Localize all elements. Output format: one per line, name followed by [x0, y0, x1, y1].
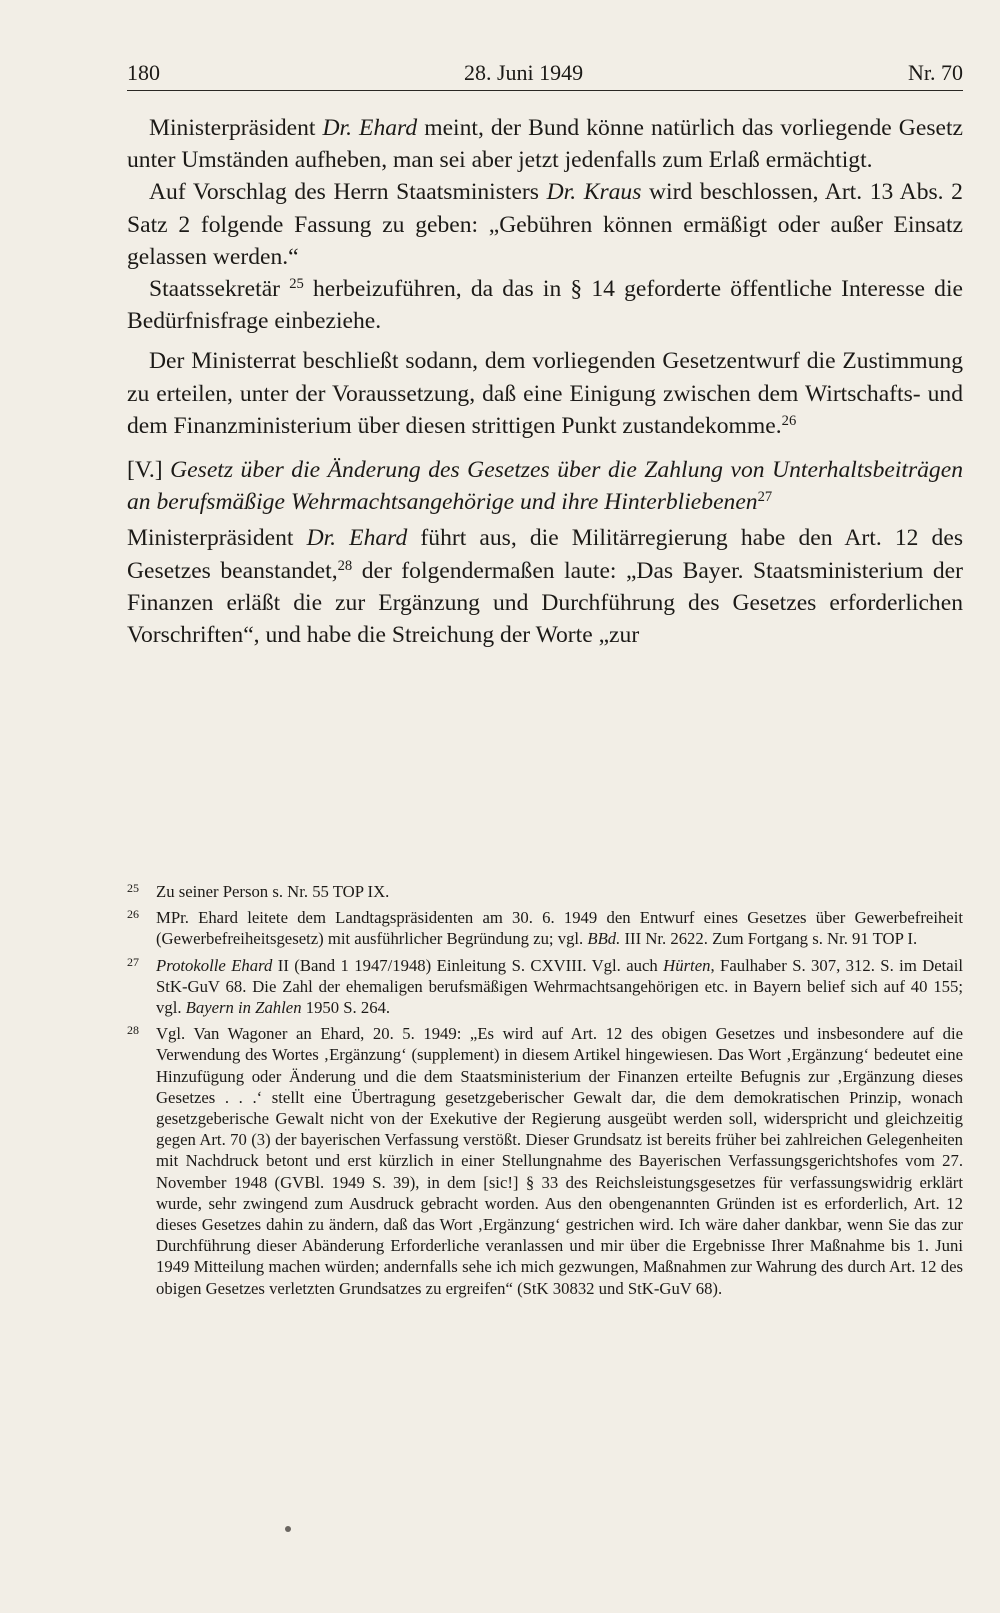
footnote-italic: Bayern in Zahlen	[185, 998, 302, 1018]
footnote-italic: Protokolle Ehard	[156, 955, 273, 975]
footnote-25	[127, 881, 963, 902]
footnote-ref: 26	[781, 412, 797, 429]
text-run: führt aus, die Militärregierung habe den Art. 12 des Gesetzes beanstandet,	[127, 525, 963, 584]
footnote-27	[127, 955, 963, 1019]
footnote-text: , Faulhaber S. 307, 312. S. im Detail StK-GuV 68. Die Zahl der ehemaligen berufsmäßigen Wehrmachtsangehörigen etc. in Bayern belief sich auf 40 155; vgl.	[156, 955, 963, 1018]
text-run: herbeizuführen, da das in § 14 geforderte öffentliche Interesse die Bedürfnisfrage einbeziehe.	[127, 276, 963, 335]
footnote-text: III Nr. 2622. Zum Fortgang s. Nr. 91 TOP I.	[620, 929, 918, 949]
paragraph-ehard-1	[127, 112, 963, 176]
footnote-italic: BBd.	[587, 929, 621, 949]
footnotes	[127, 881, 963, 1304]
paragraph-ministerrat	[127, 345, 963, 442]
text-run: Der Ministerrat beschließt sodann, dem vorliegenden Gesetzentwurf die Zustimmung zu erteilen, unter der Voraussetzung, daß eine Einigung zwischen dem Wirtschafts- und dem Finanzministerium über diesen strittigen Punkt zustandekomme.	[127, 348, 963, 439]
footnote-text: 1950 S. 264.	[301, 998, 391, 1018]
person-name: Dr. Ehard	[306, 525, 408, 552]
footnote-number: 25	[127, 881, 139, 895]
person-name: Dr. Ehard	[322, 115, 418, 141]
person-name: Dr. Kraus	[546, 179, 642, 206]
text-run: der folgendermaßen laute: „Das Bayer. Staatsministerium der Finanzen erläßt die zur Ergänzung und Durchführung des Gesetzes erforderlichen Vorschriften“, und habe die Streichung der Worte „zur	[127, 557, 963, 649]
footnote-number: 27	[127, 954, 139, 969]
footnote-ref: 28	[337, 557, 353, 574]
text-run: Ministerpräsident	[127, 525, 307, 552]
text-run: wird beschlossen, Art. 13 Abs. 2 Satz 2 folgende Fassung zu geben: „Gebühren können ermäßigt oder außer Einsatz gelassen werden.“	[127, 179, 963, 270]
footnote-number: 28	[127, 1023, 139, 1038]
text-run: meint, der Bund könne natürlich das vorliegende Gesetz unter Umständen aufheben, man sei aber jetzt jedenfalls zum Erlaß ermächtigt.	[127, 115, 963, 174]
ink-speck	[285, 1526, 291, 1532]
running-header	[127, 56, 963, 91]
section-heading	[127, 454, 963, 518]
footnote-26	[127, 907, 963, 949]
footnote-italic: Hürten	[663, 955, 711, 975]
footnote-28	[127, 1023, 963, 1299]
text-run: Ministerpräsident	[149, 115, 323, 141]
section-title: Gesetz über die Änderung des Gesetzes über die Zahlung von Unterhaltsbeiträgen an berufsmäßige Wehrmachtsangehörige und ihre Hinterbliebenen	[127, 457, 963, 516]
text-run: Auf Vorschlag des Herrn Staatsministers	[149, 179, 547, 206]
header-date: 28. Juni 1949	[464, 60, 584, 85]
text-run: Staatssekretär	[149, 276, 290, 303]
footnote-ref: 27	[757, 489, 773, 506]
section-number: [V.]	[127, 457, 171, 484]
footnote-text: II (Band 1 1947/1948) Einleitung S. CXVIII. Vgl. auch	[272, 955, 664, 975]
paragraph-mueller	[127, 273, 963, 337]
document-number: Nr. 70	[908, 60, 963, 85]
footnote-text: MPr. Ehard leitete dem Landtagspräsidenten am 30. 6. 1949 den Entwurf eines Gesetzes über Gewerbefreiheit (Gewerbefreiheitsgesetz) mit ausführlicher Begründung zu; vgl.	[156, 908, 963, 949]
footnote-number: 26	[127, 907, 139, 922]
footnote-text: Vgl. Van Wagoner an Ehard, 20. 5. 1949: „Es wird auf Art. 12 des obigen Gesetzes und insbesondere auf die Verwendung des Wortes ‚Ergänzung‘ (supplement) in diesem Artikel hingewiesen. Das Wort ‚Ergänzung‘ bedeutet eine Hinzufügung oder Änderung und die dem Staatsministerium der Finanzen erteilte Befugnis zur ‚Ergänzung dieses Gesetzes . . .‘ stellt eine Übertragung gesetzgeberischer Gewalt dar, die dem demokratischen Prinzip, wonach gesetzgeberische Gewalt nicht von der Exekutive der Regierung ausgeübt werden soll, widerspricht und gleichzeitig gegen Art. 70 (3) der bayerischen Verfassung verstößt. Dieser Grundsatz ist bereits früher bei zahlreichen Gelegenheiten mit Nachdruck betont und erst kürzlich in einer Stellungnahme des Bayerischen Verfassungsgerichtshofes vom 27. November 1948 (GVBl. 1949 S. 39), in dem [sic!] § 33 des Reichsleistungsgesetzes für verfassungswidrig erklärt wurde, sehr zwingend zum Ausdruck gebracht worden. Aus den obengenannten Gründen ist es erforderlich, Art. 12 dieses Gesetzes dahin zu ändern, daß das Wort ‚Ergänzung‘ gestrichen wird. Ich wäre daher dankbar, wenn Sie das zur Durchführung dieser Abänderung Erforderliche veranlassen und mir über die Ergebnisse Ihrer Maßnahme bis 1. Juni 1949 Mitteilung machen würden; andernfalls sehe ich mich gezwungen, Maßnahmen zur Wahrung des durch Art. 12 des obigen Gesetzes verletzten Grundsatzes zu ergreifen“ (StK 30832 und StK-GuV 68).	[156, 1024, 963, 1298]
footnote-text: Zu seiner Person s. Nr. 55 TOP IX.	[156, 882, 390, 901]
page-number: 180	[127, 60, 160, 85]
main-text	[127, 112, 963, 651]
paragraph-ehard-2	[127, 522, 963, 651]
paragraph-kraus	[127, 176, 963, 273]
footnote-ref: 25	[289, 275, 304, 292]
